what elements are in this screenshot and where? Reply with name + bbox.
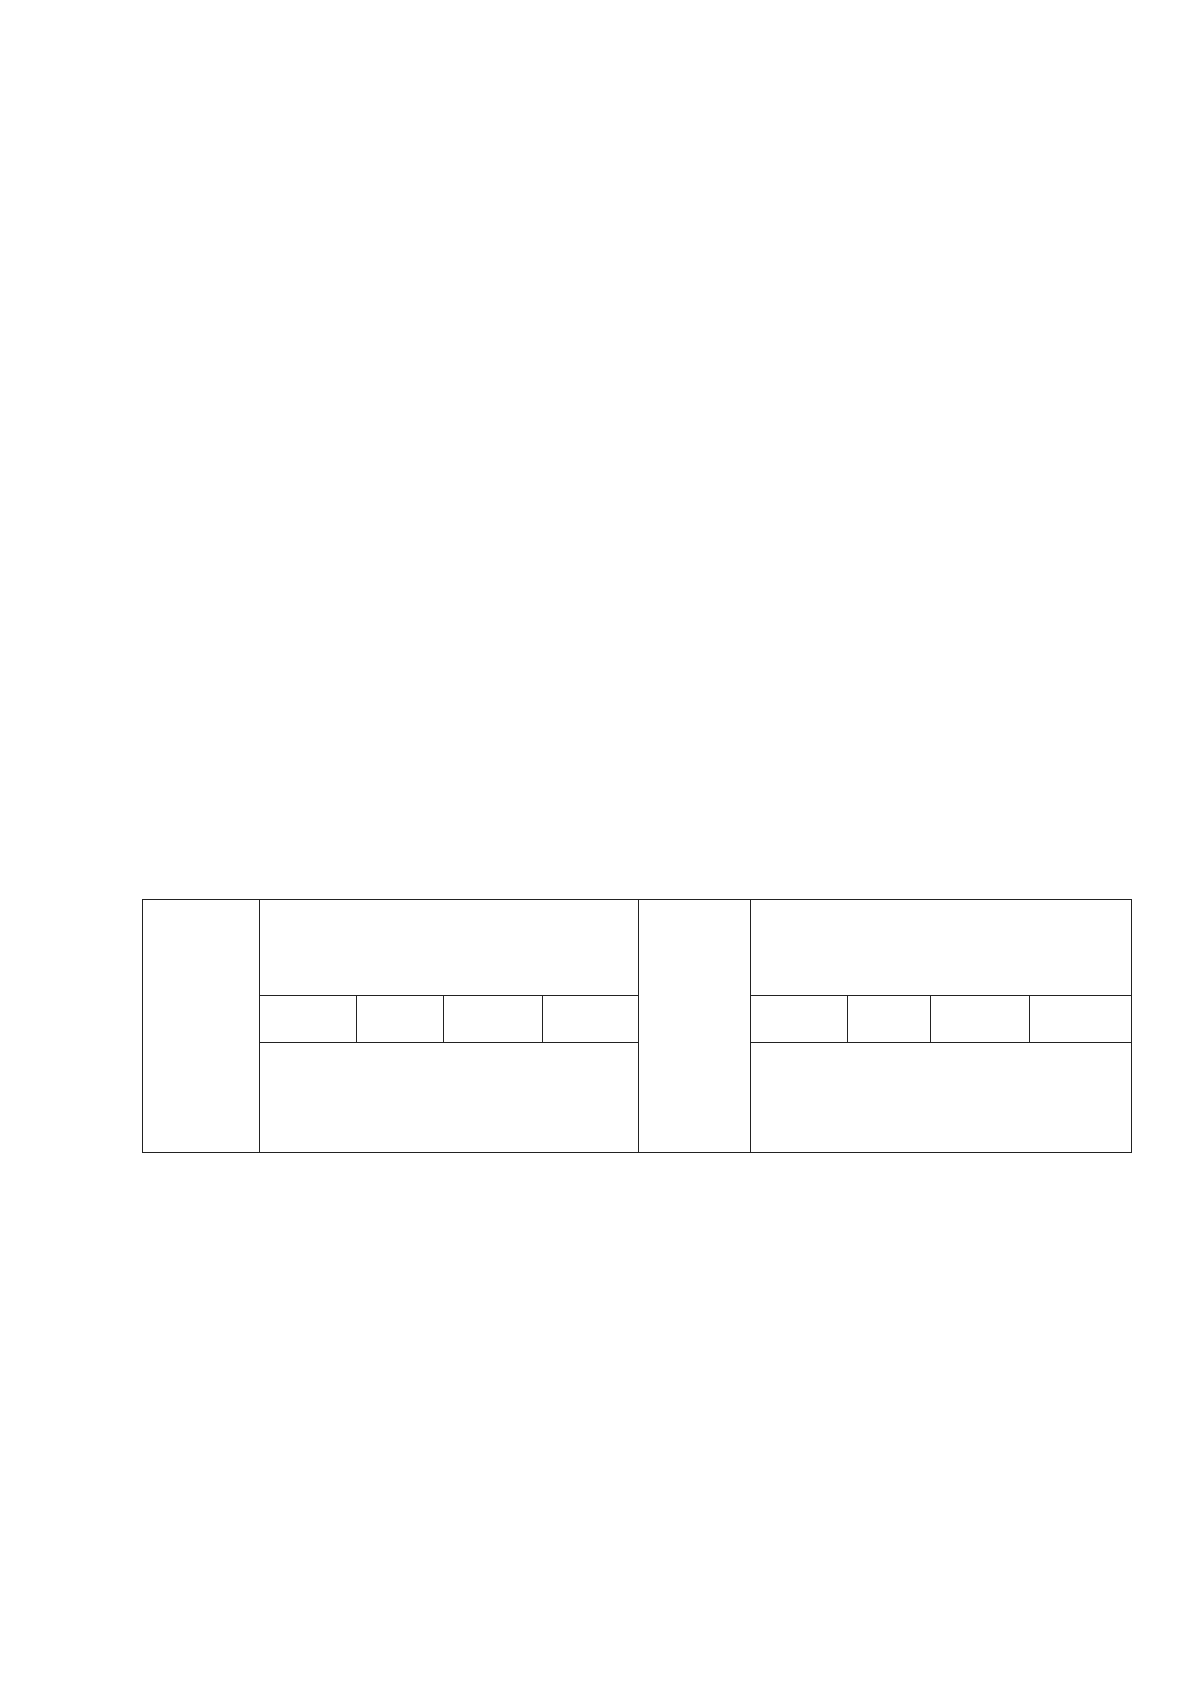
sub-units-right xyxy=(1030,996,1132,1043)
header-count-left xyxy=(143,900,260,1153)
sub-thousands-right xyxy=(751,996,848,1043)
group-shrub-willows xyxy=(259,1043,639,1153)
header-mass-right xyxy=(751,900,1132,996)
sub-units-left xyxy=(542,996,639,1043)
sub-tens-left xyxy=(443,996,542,1043)
sub-tens-right xyxy=(931,996,1030,1043)
sub-hundreds-left xyxy=(356,996,443,1043)
header-mass-left xyxy=(259,900,639,996)
bark-mass-table xyxy=(142,899,1132,1153)
body-text-bottom xyxy=(146,1442,1128,1446)
header-count-right xyxy=(639,900,751,1153)
sub-hundreds-right xyxy=(848,996,931,1043)
group-tree-willows xyxy=(751,1043,1132,1153)
sub-thousands-left xyxy=(259,996,356,1043)
